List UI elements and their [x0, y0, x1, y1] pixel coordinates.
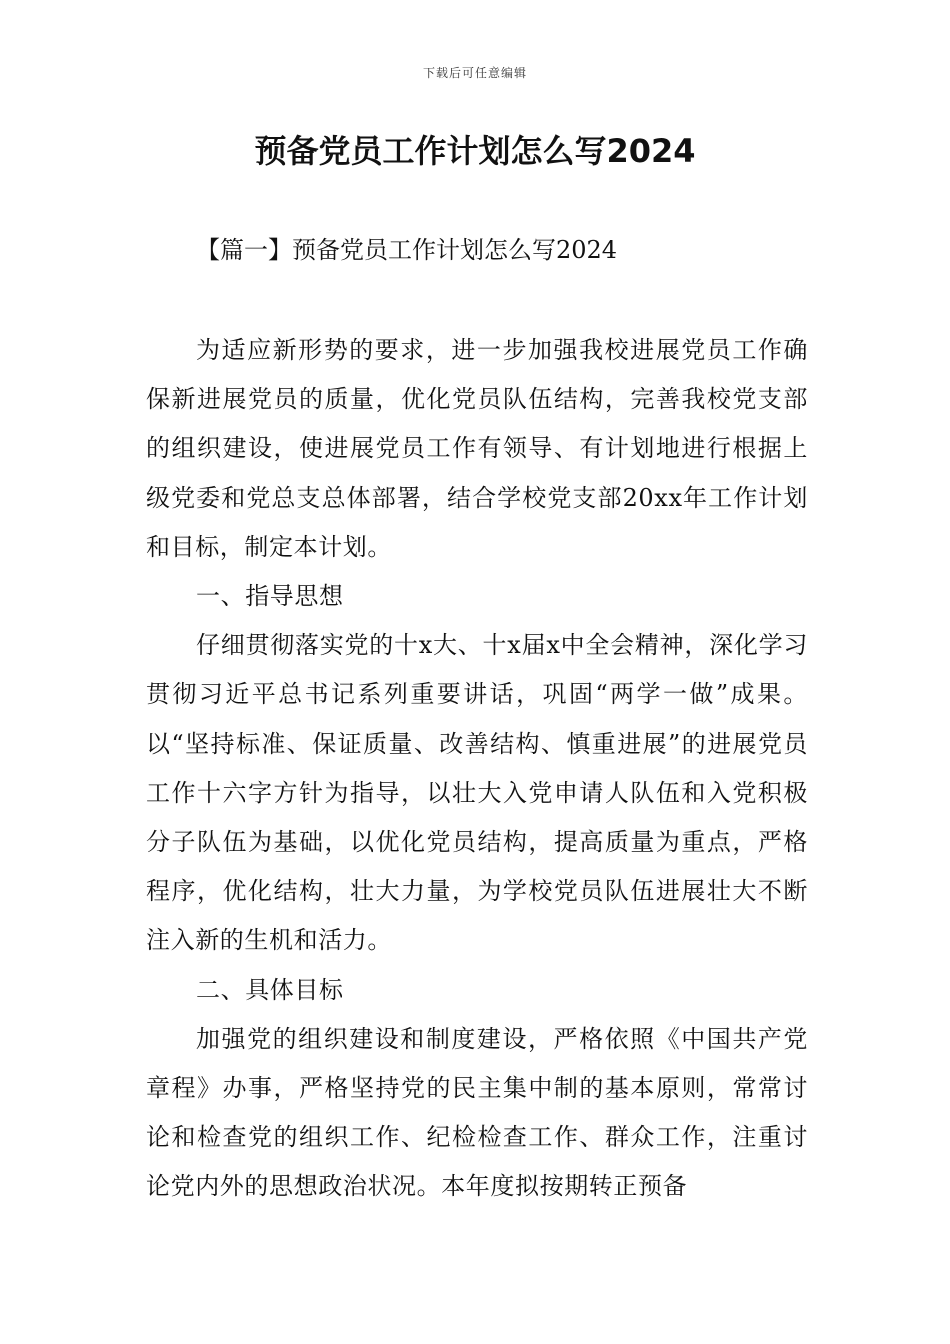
paragraph-guiding-ideology: 仔细贯彻落实党的十x大、十x届x中全会精神，深化学习贯彻习近平总书记系列重要讲话，巩固“两学一做”成果。以“坚持标准、保证质量、改善结构、慎重进展”的进展党员工作十六字方针为指导，以壮大入党申请人队伍和入党积极分子队伍为基础，以优化党员结构，提高质量为重点，严格程序，优化结构，壮大力量，为学校党员队伍进展壮大不断注入新的生机和活力。	[146, 631, 808, 955]
document-body	[146, 326, 808, 1212]
header-watermark: 下载后可任意编辑	[422, 66, 527, 80]
document-title: 预备党员工作计划怎么写2024	[254, 132, 696, 170]
section-heading: 【篇一】预备党员工作计划怎么写2024	[196, 236, 618, 264]
paragraph-intro: 为适应新形势的要求，进一步加强我校进展党员工作确保新进展党员的质量，优化党员队伍结构，完善我校党支部的组织建设，使进展党员工作有领导、有计划地进行根据上级党委和党总支总体部署，结合学校党支部20xx年工作计划和目标，制定本计划。	[146, 336, 808, 561]
heading-guiding-ideology: 一、指导思想	[196, 582, 344, 611]
paragraph-specific-goals: 加强党的组织建设和制度建设，严格依照《中国共产党章程》办事，严格坚持党的民主集中制的基本原则，常常讨论和检查党的组织工作、纪检检查工作、群众工作，注重讨论党内外的思想政治状况。本年度拟按期转正预备	[146, 1024, 808, 1201]
heading-specific-goals: 二、具体目标	[196, 975, 344, 1004]
